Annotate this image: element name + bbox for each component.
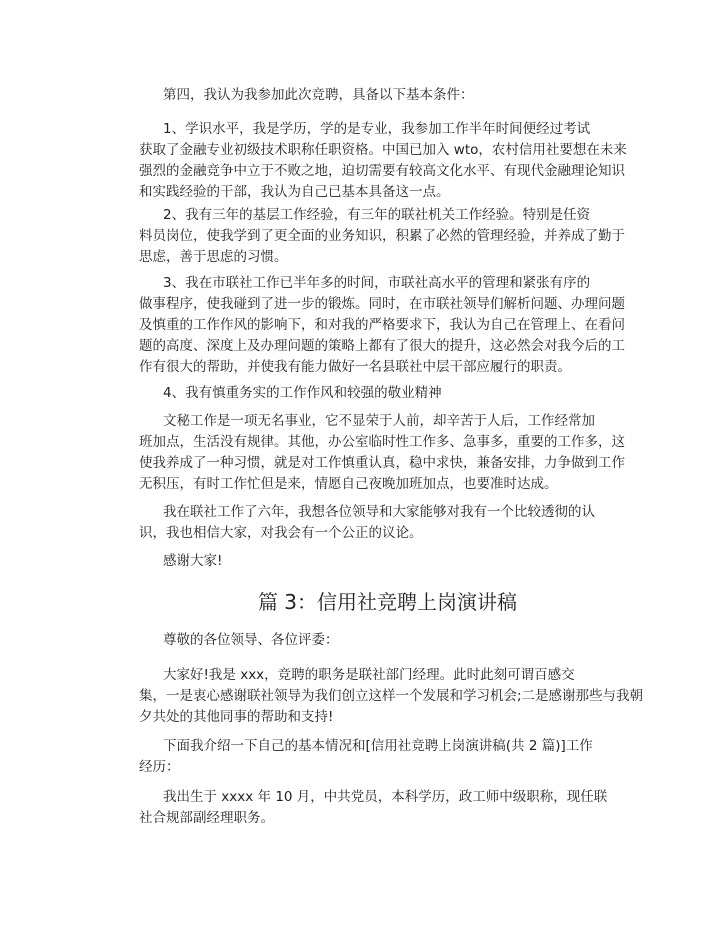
- text-line: 下面我介绍一下自己的基本情况和[信用社竞聘上岗演讲稿(共 2 篇)]工作: [163, 738, 593, 754]
- text-line: 感谢大家!: [163, 553, 223, 569]
- paragraph: [139, 630, 589, 651]
- paragraph: [139, 273, 625, 378]
- text-line: 大家好!我是 xxx，竞聘的职务是联社部门经理。此时此刻可谓百感交: [163, 667, 575, 683]
- text-line: 无积压，有时工作忙但是来，情愿自己夜晚加班加点，也要准时达成。: [139, 476, 558, 492]
- paragraph: [139, 383, 589, 404]
- text-line: 夕共处的其他同事的帮助和支持!: [139, 709, 334, 725]
- paragraph: [139, 787, 608, 829]
- text-line: 2、我有三年的基层工作经验，有三年的联社机关工作经验。特别是任资: [163, 207, 591, 223]
- text-line: 题的高度、深度上及办理问题的策略上都有了很大的提升，这必然会对我今后的工: [139, 338, 625, 354]
- text-line: 思虑，善于思虑的习惯。: [139, 249, 288, 265]
- paragraph: [139, 736, 593, 778]
- text-line: 集，一是衷心感谢联社领导为我们创立这样一个发展和学习机会;二是感谢那些与我朝: [139, 688, 644, 704]
- paragraph: [139, 551, 589, 572]
- text-line: 班加点，生活没有规律。其他，办公室临时性工作多、急事多，重要的工作多，这: [139, 434, 625, 450]
- text-line: 和实践经验的干部，我认为自己已基本具备这一点。: [139, 184, 450, 200]
- text-line: 社合规部副经理职务。: [139, 810, 274, 826]
- text-line: 做事程序，使我碰到了进一步的锻炼。同时，在市联社领导们解析问题、办理问题: [139, 296, 625, 312]
- text-line: 4、我有慎重务实的工作作风和较强的敬业精神: [163, 385, 442, 401]
- text-line: 作有很大的帮助，并使我有能力做好一名县联社中层干部应履行的职责。: [139, 359, 571, 375]
- paragraph: [139, 665, 644, 728]
- text-line: 强烈的金融竞争中立于不败之地，迫切需要有较高文化水平、有现代金融理论知识: [139, 163, 625, 179]
- text-line: 尊敬的各位领导、各位评委：: [163, 632, 339, 648]
- text-line: 3、我在市联社工作已半年多的时间，市联社高水平的管理和紧张有序的: [163, 275, 591, 291]
- text-line: 文秘工作是一项无名事业，它不显荣于人前，却辛苦于人后，工作经常加: [163, 413, 595, 429]
- text-line: 我在联社工作了六年，我想各位领导和大家能够对我有一个比较透彻的认: [163, 504, 595, 520]
- paragraph: [139, 502, 595, 544]
- section-heading: 篇 3：信用社竞聘上岗演讲稿: [257, 590, 518, 614]
- paragraph: [139, 119, 627, 203]
- text-line: 料员岗位，使我学到了更全面的业务知识，积累了必然的管理经验，并养成了勤于: [139, 228, 625, 244]
- text-line: 使我养成了一种习惯，就是对工作慎重认真，稳中求快，兼备安排，力争做到工作: [139, 455, 625, 471]
- text-line: 识，我也相信大家，对我会有一个公正的议论。: [139, 525, 423, 541]
- paragraph: [139, 85, 589, 106]
- text-line: 我出生于 xxxx 年 10 月，中共党员，本科学历，政工师中级职称，现任联: [163, 789, 608, 805]
- text-line: 获取了金融专业初级技术职称任职资格。中国已加入 wto，农村信用社要想在未来: [139, 142, 627, 158]
- text-line: 及慎重的工作作风的影响下，和对我的严格要求下，我认为自己在管理上、在看问: [139, 317, 625, 333]
- text-line: 1、学识水平，我是学历，学的是专业，我参加工作半年时间便经过考试: [163, 121, 591, 137]
- paragraph: [139, 411, 625, 495]
- text-line: 经历：: [139, 759, 180, 775]
- text-line: 第四，我认为我参加此次竞聘，具备以下基本条件：: [163, 87, 474, 103]
- paragraph: [139, 205, 625, 268]
